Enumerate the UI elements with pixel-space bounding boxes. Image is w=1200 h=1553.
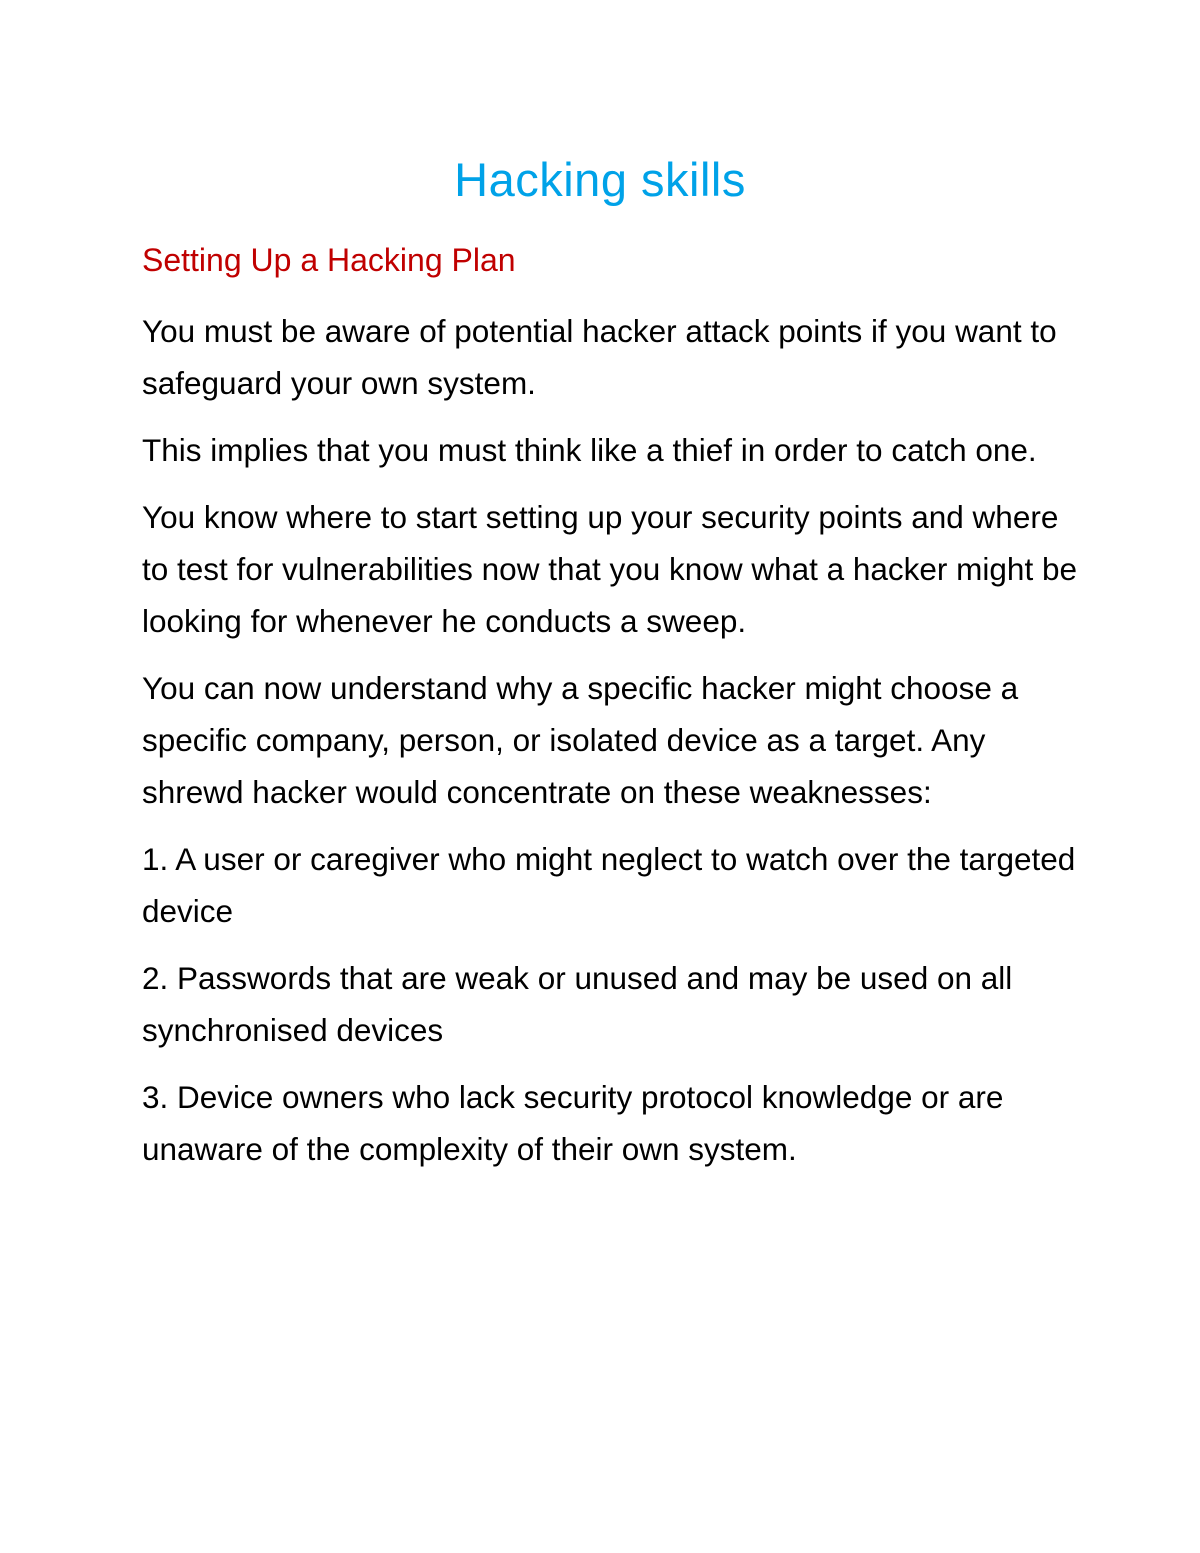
paragraph: This implies that you must think like a thief in order to catch one.	[142, 432, 1037, 468]
list-item: 3. Device owners who lack security protocol knowledge or are unaware of the complexity of their own system.	[142, 1079, 1004, 1167]
section-heading: Setting Up a Hacking Plan	[142, 242, 516, 278]
document-title: Hacking skills	[454, 153, 746, 206]
paragraph: You can now understand why a specific hacker might choose a specific company, person, or isolated device as a target. Any shrewd hacker would concentrate on these weaknesses:	[142, 670, 1019, 810]
paragraph: You know where to start setting up your security points and where to test for vulnerabilities now that you know what a hacker might be looking for whenever he conducts a sweep.	[142, 499, 1077, 639]
list-item: 1. A user or caregiver who might neglect to watch over the targeted device	[142, 841, 1076, 929]
paragraph: You must be aware of potential hacker attack points if you want to safeguard your own system.	[142, 313, 1057, 401]
list-item: 2. Passwords that are weak or unused and may be used on all synchronised devices	[142, 960, 1013, 1048]
document-body	[142, 305, 1082, 1190]
